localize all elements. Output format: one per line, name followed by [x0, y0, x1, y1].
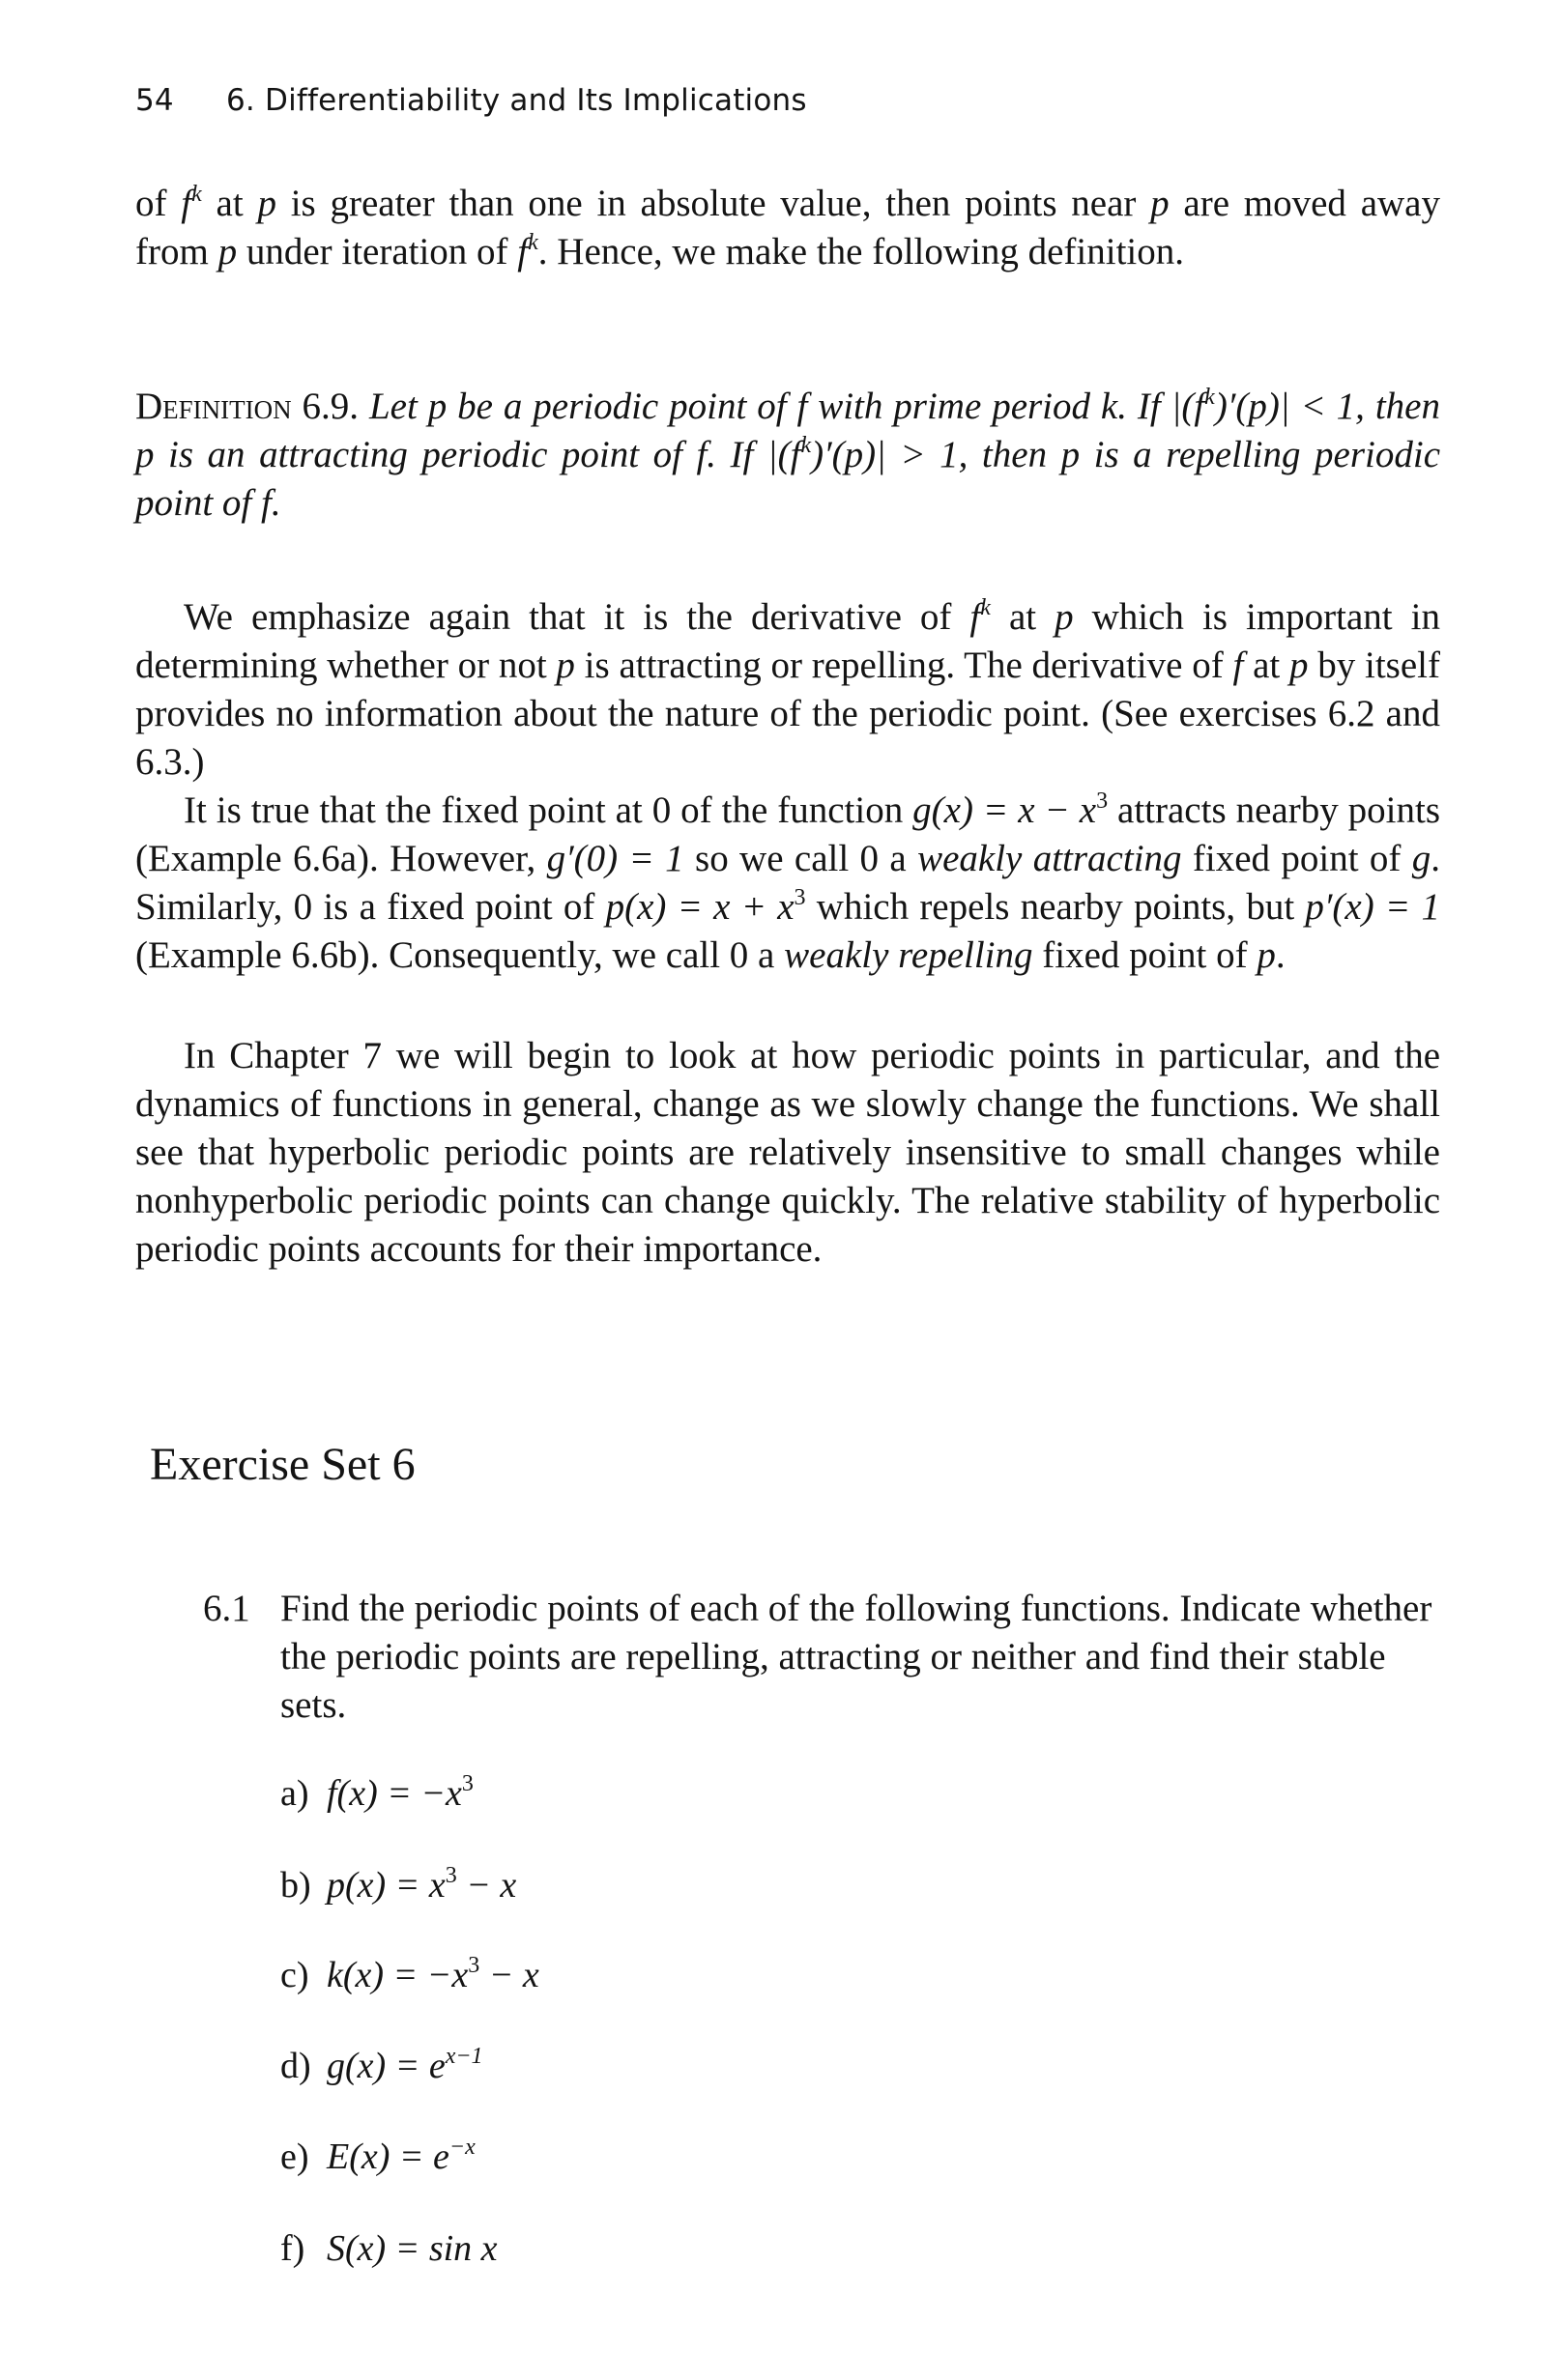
paragraph-chapter-7: In Chapter 7 we will begin to look at how periodic points in particular, and the dynamics of functions in general, change as we slowly change the functions. We shall see that hyperbolic periodic points are relatively insensitive to small changes while nonhyperbolic periodic points can change quickly. The relative stability of hyperbolic periodic points accounts for their importance.	[135, 1035, 1440, 1270]
math-p: p	[1257, 934, 1276, 976]
definition-text-1: Let p be a periodic point of f with prime period k. If |(f	[368, 386, 1205, 427]
text: We emphasize again that it is the derivative of	[184, 596, 970, 638]
math-k: k	[528, 230, 538, 255]
paragraph-intro	[135, 180, 1440, 276]
function-c	[280, 1954, 539, 1996]
function-label: b)	[280, 1865, 311, 1906]
math-p: p	[1055, 596, 1074, 638]
text: (Example 6.6b). Consequently, we call 0 a	[135, 934, 785, 976]
exercise-number: 6.1	[203, 1588, 250, 1629]
text: so we call 0 a	[683, 838, 918, 879]
function-label: a)	[280, 1773, 309, 1814]
function-exponent: 3	[461, 1771, 474, 1796]
math-p: p	[556, 645, 575, 686]
function-e	[280, 2136, 476, 2178]
math-g-def: g(x) = x − x	[912, 789, 1097, 831]
text: by itself provides no information about the nature of the periodic point. (See exercises 6.2 and 6.3.)	[135, 645, 1440, 783]
function-label: d)	[280, 2046, 311, 2086]
function-rest: − x	[479, 1955, 539, 1995]
function-formula: p(x) = x	[327, 1865, 446, 1906]
math-cube: 3	[794, 885, 806, 910]
definition-text-3: )′(p)| > 1, then p is a repelling periodic point of f.	[135, 434, 1440, 524]
function-d	[280, 2045, 483, 2087]
math-f: f	[969, 596, 981, 638]
function-formula: E(x) = e	[327, 2136, 449, 2177]
paragraph-emphasize	[135, 593, 1440, 787]
math-p: p	[217, 231, 238, 272]
definition-label: Definition 6.9.	[135, 386, 360, 427]
text: under iteration of	[237, 231, 518, 272]
emphasis-weakly-repelling: weakly repelling	[784, 934, 1033, 976]
math-f: f	[1232, 645, 1244, 686]
page-number: 54	[135, 83, 174, 118]
text: at	[990, 596, 1055, 638]
text: is attracting or repelling. The derivative of	[574, 645, 1233, 686]
text: is greater than one in absolute value, then points near	[275, 183, 1151, 224]
function-exponent: 3	[445, 1863, 457, 1888]
text: fixed point of	[1181, 838, 1412, 879]
function-f	[280, 2227, 498, 2270]
text: attracts nearby points (Example 6.6a). However,	[135, 789, 1440, 879]
running-header	[135, 83, 807, 118]
function-a	[280, 1772, 474, 1815]
math-g: g	[1411, 838, 1431, 879]
function-b	[280, 1864, 516, 1907]
function-exponent: 3	[468, 1953, 480, 1978]
math-f: f	[181, 183, 192, 224]
text: which is important in determining whether or not	[135, 596, 1440, 686]
math-k: k	[980, 595, 991, 620]
math-p: p	[1150, 183, 1170, 224]
text: at	[201, 183, 258, 224]
definition-6-9	[135, 383, 1440, 528]
text: fixed point of	[1032, 934, 1257, 976]
paragraph-weak-fixed-points	[135, 787, 1440, 980]
text: at	[1243, 645, 1289, 686]
exercise-text: Find the periodic points of each of the following functions. Indicate whether the periodic points are repelling, attracting or neither and find their stable sets.	[280, 1588, 1432, 1726]
function-label: c)	[280, 1955, 309, 1995]
text: It is true that the fixed point at 0 of the function	[184, 789, 913, 831]
text: are moved away from	[135, 183, 1440, 272]
text: . Hence, we make the following definition.	[537, 231, 1185, 272]
definition-text-2: )′(p)| < 1, then p is an attracting periodic point of f. If |(f	[135, 386, 1440, 475]
function-label: f)	[280, 2228, 305, 2269]
text: . Similarly, 0 is a fixed point of	[135, 838, 1441, 928]
function-label: e)	[280, 2136, 309, 2177]
math-f: f	[517, 231, 529, 272]
math-k: k	[1204, 385, 1215, 410]
math-p: p	[257, 183, 276, 224]
function-exponent: x−1	[445, 2044, 483, 2069]
function-rest: − x	[456, 1865, 517, 1906]
math-k: k	[191, 182, 202, 207]
text: .	[1275, 934, 1286, 976]
text: of	[135, 183, 182, 224]
function-formula: f(x) = −x	[327, 1773, 462, 1814]
function-formula: k(x) = −x	[327, 1955, 469, 1995]
running-title: 6. Differentiability and Its Implications	[226, 83, 807, 118]
math-k: k	[800, 433, 812, 458]
math-g-prime: g′(0) = 1	[546, 838, 684, 879]
emphasis-weakly-attracting: weakly attracting	[917, 838, 1182, 879]
math-p-prime: p′(x) = 1	[1305, 886, 1440, 928]
text: which repels nearby points, but	[805, 886, 1306, 928]
function-formula: S(x) = sin x	[327, 2228, 498, 2269]
function-exponent: −x	[448, 2135, 476, 2160]
math-p-def: p(x) = x + x	[605, 886, 795, 928]
exercise-set-title: Exercise Set 6	[150, 1439, 416, 1490]
math-cube: 3	[1096, 789, 1109, 814]
math-p: p	[1288, 645, 1309, 686]
function-formula: g(x) = e	[327, 2046, 446, 2086]
